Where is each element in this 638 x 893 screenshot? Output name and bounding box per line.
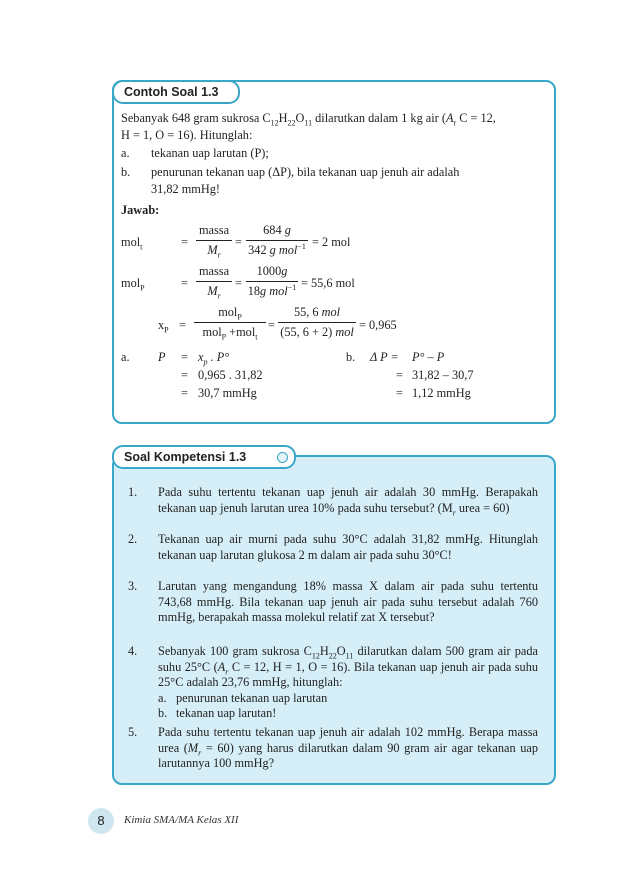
question-1: 1. Pada suhu tertentu tekanan uap jenuh air adalah 30 mmHg. Berapakah tekanan uap jenuh larutan urea 10% pada suhu tersebut? ($M_r$ urea = 60): [128, 485, 538, 517]
answer-a-line3: 30,7 mmHg: [198, 386, 257, 400]
bullet-dot-icon: [277, 452, 288, 463]
page-number: 8: [88, 808, 114, 834]
fraction-massa-mr-1: massa $M_r$: [196, 223, 232, 258]
equals-sign: =: [181, 276, 188, 290]
equals-sign: =: [181, 386, 188, 400]
equals-sign: =: [396, 386, 403, 400]
mol-p-label: mol$_P$: [121, 276, 145, 293]
answer-a-label: a.: [121, 350, 130, 364]
equals-sign: =: [179, 318, 186, 332]
example-item-a: tekanan uap larutan (P);: [151, 146, 269, 160]
answer-a-line1: $x_p$ . P°: [198, 350, 230, 367]
equals-sign: =: [235, 235, 242, 249]
question-4-sub-a: a. penurunan tekanan uap larutan: [158, 690, 328, 705]
fraction-684: 684 g 342 g mol$^{-1}$: [246, 223, 308, 258]
question-2: 2. Tekanan uap air murni pada suhu 30°C adalah 31,82 mmHg. Hitunglah tekanan uap larutan glukosa 2 m dalam air pada suhu 30°C!: [128, 532, 538, 562]
result-mol-t: = 2 mol: [312, 235, 351, 249]
answer-b-line3: 1,12 mmHg: [412, 386, 471, 400]
equals-sign: =: [181, 350, 188, 364]
mol-t-label: mol$_t$: [121, 235, 143, 252]
question-5: 5. Pada suhu tertentu tekanan uap jenuh air adalah 102 mmHg. Berapa massa urea $(M_r = 60)$ yang harus dilarutkan dalam 90 gram air agar tekanan uap larutannya 100 mmHg?: [128, 725, 538, 770]
answer-label: Jawab:: [121, 203, 160, 217]
example-item-a-label: a.: [121, 146, 130, 160]
result-mol-p: = 55,6 mol: [301, 276, 355, 290]
equals-sign: =: [396, 368, 403, 382]
example-item-b-line2: 31,82 mmHg!: [151, 182, 220, 196]
answer-b-line2: 31,82 – 30,7: [412, 368, 474, 382]
xp-label: $x_P$: [158, 318, 169, 335]
example-intro-line1: Sebanyak 648 gram sukrosa $C_{12}H_{22}O_{11}$ dilarutkan dalam 1 kg air ($A_r$ C = 12,: [121, 111, 496, 128]
equals-sign: =: [181, 368, 188, 382]
question-3: 3. Larutan yang mengandung 18% massa X dalam air pada suhu tertentu 743,68 mmHg. Bila tekanan uap jenuh air pada suhu tersebut adalah 760 mmHg, berapakah massa molekul relatif zat X tersebut?: [128, 579, 538, 624]
equals-sign: =: [268, 318, 275, 332]
answer-b-line1: P° – P: [412, 350, 445, 364]
equals-sign: =: [235, 276, 242, 290]
fraction-mol-ratio: mol$_P$ mol$_P$ +mol$_t$: [194, 305, 266, 340]
example-item-b-label: b.: [121, 165, 131, 179]
answer-a-line2: 0,965 . 31,82: [198, 368, 263, 382]
fraction-556: 55, 6 mol (55, 6 + 2) mol: [278, 305, 356, 340]
answer-b-label: b.: [346, 350, 356, 364]
example-intro-line2: H = 1, O = 16). Hitunglah:: [121, 128, 253, 142]
fraction-massa-mr-2: massa $M_r$: [196, 264, 232, 299]
answer-a-lhs: P: [158, 350, 166, 364]
example-item-b-line1: penurunan tekanan uap (ΔP), bila tekanan uap jenuh air adalah: [151, 165, 460, 179]
answer-b-lhs: Δ P =: [370, 350, 399, 364]
equals-sign: =: [181, 235, 188, 249]
result-xp: = 0,965: [359, 318, 397, 332]
fraction-1000: 1000g 18g mol$^{-1}$: [247, 264, 297, 298]
question-4: 4. Sebanyak 100 gram sukrosa $C_{12}H_{22}O_{11}$ dilarutkan dalam 500 gram air pada suhu 25°C ($A_r$ C = 12, H = 1, O = 16). Bila tekanan uap jenuh air pada suhu 25°C adalah 23,76 mmHg, hitunglah: a. penurunan tekanan uap larutan b. tekanan uap larutan!: [128, 644, 539, 720]
example-tag: Contoh Soal 1.3: [112, 80, 240, 104]
book-title: Kimia SMA/MA Kelas XII: [124, 814, 239, 826]
question-4-sub-b: b. tekanan uap larutan!: [158, 706, 277, 720]
competency-tag: Soal Kompetensi 1.3: [112, 445, 296, 469]
